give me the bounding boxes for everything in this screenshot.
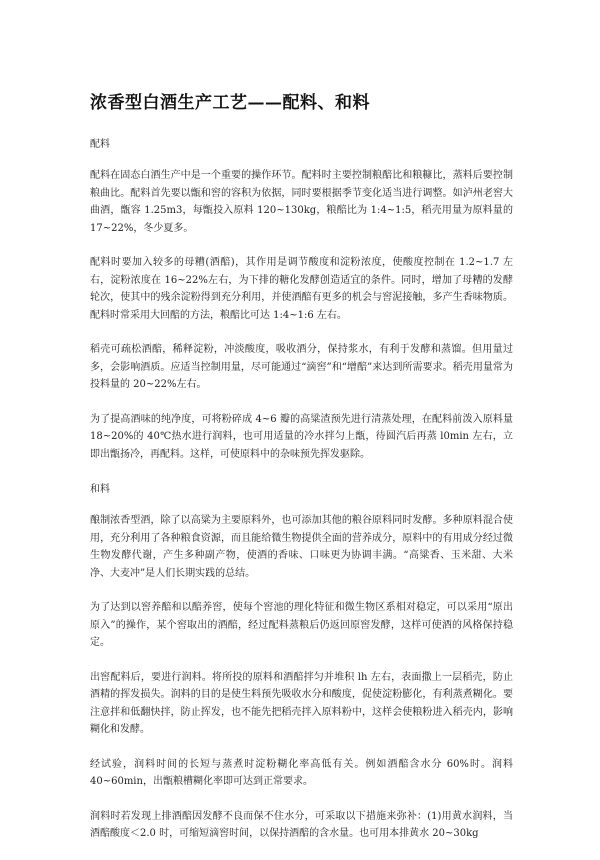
paragraph: 为了达到以窖养醅和以醅养窖，使每个窖池的理化特征和微生物区系相对稳定，可以采用“原出原入”的操作，某个窖取出的酒醅，经过配料蒸粮后仍返回原窖发酵，这样可使酒的风格保持稳定。 bbox=[90, 602, 513, 648]
paragraph: 酿制浓香型酒，除了以高粱为主要原料外，也可添加其他的粮谷原料同时发酵。多种原料混合使用，充分利用了各种粮食资源，而且能给微生物提供全面的营养成分，原料中的有用成分经过微生物发酵代谢，产生多种副产物，使酒的香味、口味更为协调丰满。“高粱香、玉米甜、大米净、大麦冲”是人们长期实践的总结。 bbox=[90, 515, 513, 579]
paragraph: 配料在固态白酒生产中是一个重要的操作环节。配料时主要控制粮醅比和粮糠比，蒸料后要控制粮曲比。配料首先要以甑和窖的容积为依据，同时要根据季节变化适当进行调整。如泸州老窖大曲酒，甑容 1.25m3，每甑投入原料 120~130kg，粮醅比为 1:4~1:5，稻壳用量为原料量的 17~22%，冬少夏多。 bbox=[90, 170, 513, 234]
section-heading: 和料 bbox=[90, 484, 110, 495]
paragraph: 配料时要加入较多的母糟(酒醅)，其作用是调节酸度和淀粉浓度，使酸度控制在 1.2~1.7 左右，淀粉浓度在 16~22%左右，为下排的糖化发酵创造适宜的条件。同时，增加了母糟的发酵轮次，使其中的残余淀粉得到充分利用，并使酒醅有更多的机会与窖泥接触，多产生香味物质。配料时常采用大回醅的方法，粮醅比可达 1:4~1:6 左右。 bbox=[90, 257, 513, 321]
section-heliao bbox=[90, 480, 513, 843]
paragraph: 为了提高酒味的纯净度，可将粉碎成 4~6 瓣的高粱渣预先进行清蒸处理，在配料前泼入原料量 18~20%的 40℃热水进行润料，也可用适量的冷水拌匀上甑，待圆汽后再蒸 l0min 左右，立即出甑扬冷，再配料。这样，可使原料中的杂味预先挥发驱除。 bbox=[90, 413, 513, 460]
paragraph: 润料时若发现上排酒醅因发酵不良而保不住水分，可采取以下措施来弥补：(1)用黄水润料，当酒醅酸度＜2.0 时，可缩短滴窖时间，以保持酒醅的含水量。也可用本排黄水 20~30kg bbox=[90, 810, 513, 839]
page-title: 浓香型白酒生产工艺——配料、和料 bbox=[90, 93, 370, 113]
paragraph: 经试验，润料时间的长短与蒸煮时淀粉糊化率高低有关。例如酒醅含水分 60%时。润料 40~60min，出甑粮槽糊化率即可达到正常要求。 bbox=[90, 758, 513, 787]
paragraph: 稻壳可疏松酒醅，稀释淀粉，冲淡酸度，吸收酒分，保持浆水，有利于发酵和蒸馏。但用量过多，会影响酒质。应适当控制用量，尽可能通过“滴窖”和“增醅”来达到所需要求。稻壳用量常为投料量的 20~22%左右。 bbox=[90, 344, 513, 390]
section-heading: 配料 bbox=[90, 139, 110, 150]
section-peiliao bbox=[90, 135, 513, 463]
paragraph: 出窖配料后，要进行润料。将所投的原料和酒醅拌匀并堆积 lh 左右，表面撒上一层稻壳，防止酒精的挥发损失。润料的目的是使生料预先吸收水分和酸度，促使淀粉膨化，有利蒸煮糊化。要注意拌和低翻快拌，防止挥发，也不能先把稻壳拌入原料粉中，这样会使粮粉进入稻壳内，影响糊化和发酵。 bbox=[90, 671, 513, 735]
document-page bbox=[90, 88, 513, 860]
